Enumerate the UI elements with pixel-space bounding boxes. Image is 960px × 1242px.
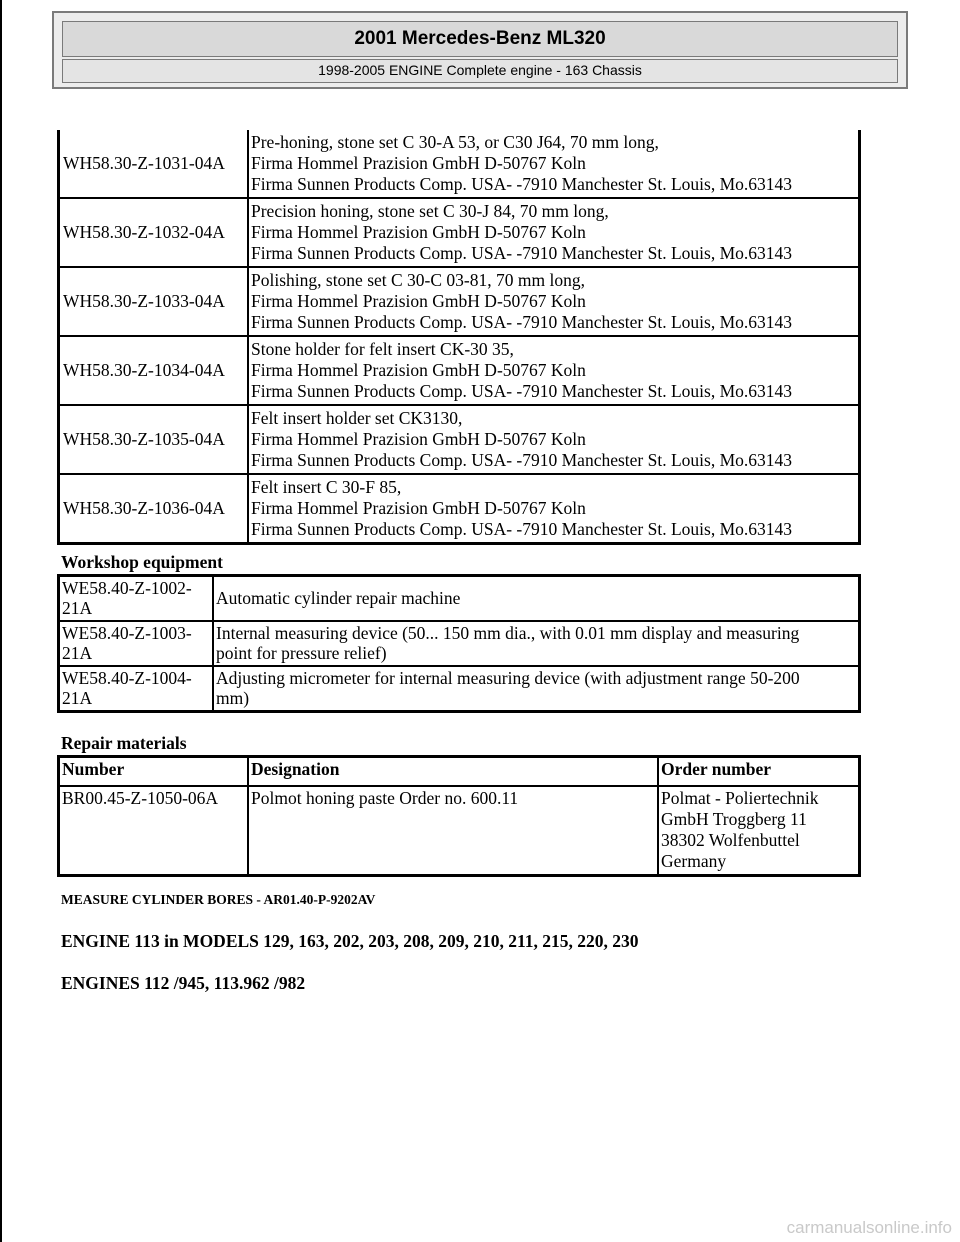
tool-description — [248, 405, 860, 474]
workshop-equipment-heading: Workshop equipment — [61, 552, 223, 572]
watermark: carmanualsonline.info — [786, 1218, 952, 1237]
description-line: Felt insert C 30-F 85, — [251, 477, 402, 497]
description-line: Firma Sunnen Products Comp. USA- -7910 Manchester St. Louis, Mo.63143 — [251, 174, 793, 194]
table-row — [59, 130, 860, 198]
workshop-equipment-table — [57, 574, 861, 713]
material-number: BR00.45-Z-1050-06A — [59, 786, 249, 876]
page-left-border — [0, 0, 2, 1242]
number-line: 21A — [62, 598, 93, 618]
equipment-number — [59, 621, 214, 666]
material-order-number — [658, 786, 860, 876]
order-line: Germany — [661, 851, 727, 871]
table-row — [59, 336, 860, 405]
equipment-description — [213, 576, 860, 622]
equipment-number — [59, 576, 214, 622]
measure-cylinder-bores-title: MEASURE CYLINDER BORES - AR01.40-P-9202AV — [61, 892, 376, 907]
description-line: Precision honing, stone set C 30-J 84, 70 mm long, — [251, 201, 609, 221]
special-tools-table — [57, 130, 861, 545]
description-line: Firma Sunnen Products Comp. USA- -7910 Manchester St. Louis, Mo.63143 — [251, 381, 793, 401]
repair-materials-heading: Repair materials — [61, 733, 187, 753]
description-line: Firma Sunnen Products Comp. USA- -7910 Manchester St. Louis, Mo.63143 — [251, 519, 793, 539]
description-line: Firma Hommel Prazision GmbH D-50767 Koln — [251, 429, 586, 449]
description-line: Firma Hommel Prazision GmbH D-50767 Koln — [251, 153, 586, 173]
tool-number: WH58.30-Z-1034-04A — [59, 336, 249, 405]
number-line: WE58.40-Z-1002- — [62, 578, 192, 598]
description-line: Internal measuring device (50... 150 mm dia., with 0.01 mm display and measuring — [216, 623, 800, 643]
table-header-row — [59, 757, 860, 787]
tool-description — [248, 336, 860, 405]
order-line: 38302 Wolfenbuttel — [661, 830, 800, 850]
description-line: Felt insert holder set CK3130, — [251, 408, 463, 428]
description-line: Firma Hommel Prazision GmbH D-50767 Koln — [251, 222, 586, 242]
header-subtitle: 1998-2005 ENGINE Complete engine - 163 Chassis — [62, 59, 898, 83]
tool-description — [248, 474, 860, 544]
description-line: Pre-honing, stone set C 30-A 53, or C30 J64, 70 mm long, — [251, 132, 659, 152]
tool-description — [248, 130, 860, 198]
document-header — [52, 11, 908, 89]
description-line: Polishing, stone set C 30-C 03-81, 70 mm long, — [251, 270, 585, 290]
table-row — [59, 621, 860, 666]
tool-description — [248, 267, 860, 336]
description-line: point for pressure relief) — [216, 643, 387, 663]
header-title: 2001 Mercedes-Benz ML320 — [62, 21, 898, 57]
table-row — [59, 576, 860, 622]
equipment-description — [213, 666, 860, 712]
number-line: 21A — [62, 643, 93, 663]
tool-number: WH58.30-Z-1036-04A — [59, 474, 249, 544]
equipment-number — [59, 666, 214, 712]
number-line: 21A — [62, 688, 93, 708]
description-line: Automatic cylinder repair machine — [216, 588, 461, 608]
tool-number: WH58.30-Z-1031-04A — [59, 130, 249, 198]
equipment-description — [213, 621, 860, 666]
description-line: Adjusting micrometer for internal measuring device (with adjustment range 50-200 — [216, 668, 800, 688]
tool-number: WH58.30-Z-1032-04A — [59, 198, 249, 267]
repair-materials-table — [57, 755, 861, 877]
table-row — [59, 198, 860, 267]
table-row — [59, 786, 860, 876]
tool-number: WH58.30-Z-1035-04A — [59, 405, 249, 474]
column-header-order-number: Order number — [658, 757, 860, 787]
description-line: Firma Sunnen Products Comp. USA- -7910 Manchester St. Louis, Mo.63143 — [251, 243, 793, 263]
column-header-number: Number — [59, 757, 249, 787]
description-line: Stone holder for felt insert CK-30 35, — [251, 339, 514, 359]
table-row — [59, 474, 860, 544]
description-line: Firma Hommel Prazision GmbH D-50767 Koln — [251, 291, 586, 311]
description-line: Firma Sunnen Products Comp. USA- -7910 Manchester St. Louis, Mo.63143 — [251, 312, 793, 332]
engines-line: ENGINES 112 /945, 113.962 /982 — [61, 973, 306, 993]
number-line: WE58.40-Z-1003- — [62, 623, 192, 643]
column-header-designation: Designation — [248, 757, 658, 787]
description-line: Firma Hommel Prazision GmbH D-50767 Koln — [251, 360, 586, 380]
number-line: WE58.40-Z-1004- — [62, 668, 192, 688]
table-row — [59, 666, 860, 712]
table-row — [59, 267, 860, 336]
tool-description — [248, 198, 860, 267]
tool-number: WH58.30-Z-1033-04A — [59, 267, 249, 336]
order-line: GmbH Troggberg 11 — [661, 809, 807, 829]
engine-models-line: ENGINE 113 in MODELS 129, 163, 202, 203, 208, 209, 210, 211, 215, 220, 230 — [61, 931, 639, 951]
description-line: Firma Sunnen Products Comp. USA- -7910 Manchester St. Louis, Mo.63143 — [251, 450, 793, 470]
order-line: Polmat - Poliertechnik — [661, 788, 819, 808]
description-line: Firma Hommel Prazision GmbH D-50767 Koln — [251, 498, 586, 518]
table-row — [59, 405, 860, 474]
material-designation: Polmot honing paste Order no. 600.11 — [248, 786, 658, 876]
description-line: mm) — [216, 688, 250, 708]
